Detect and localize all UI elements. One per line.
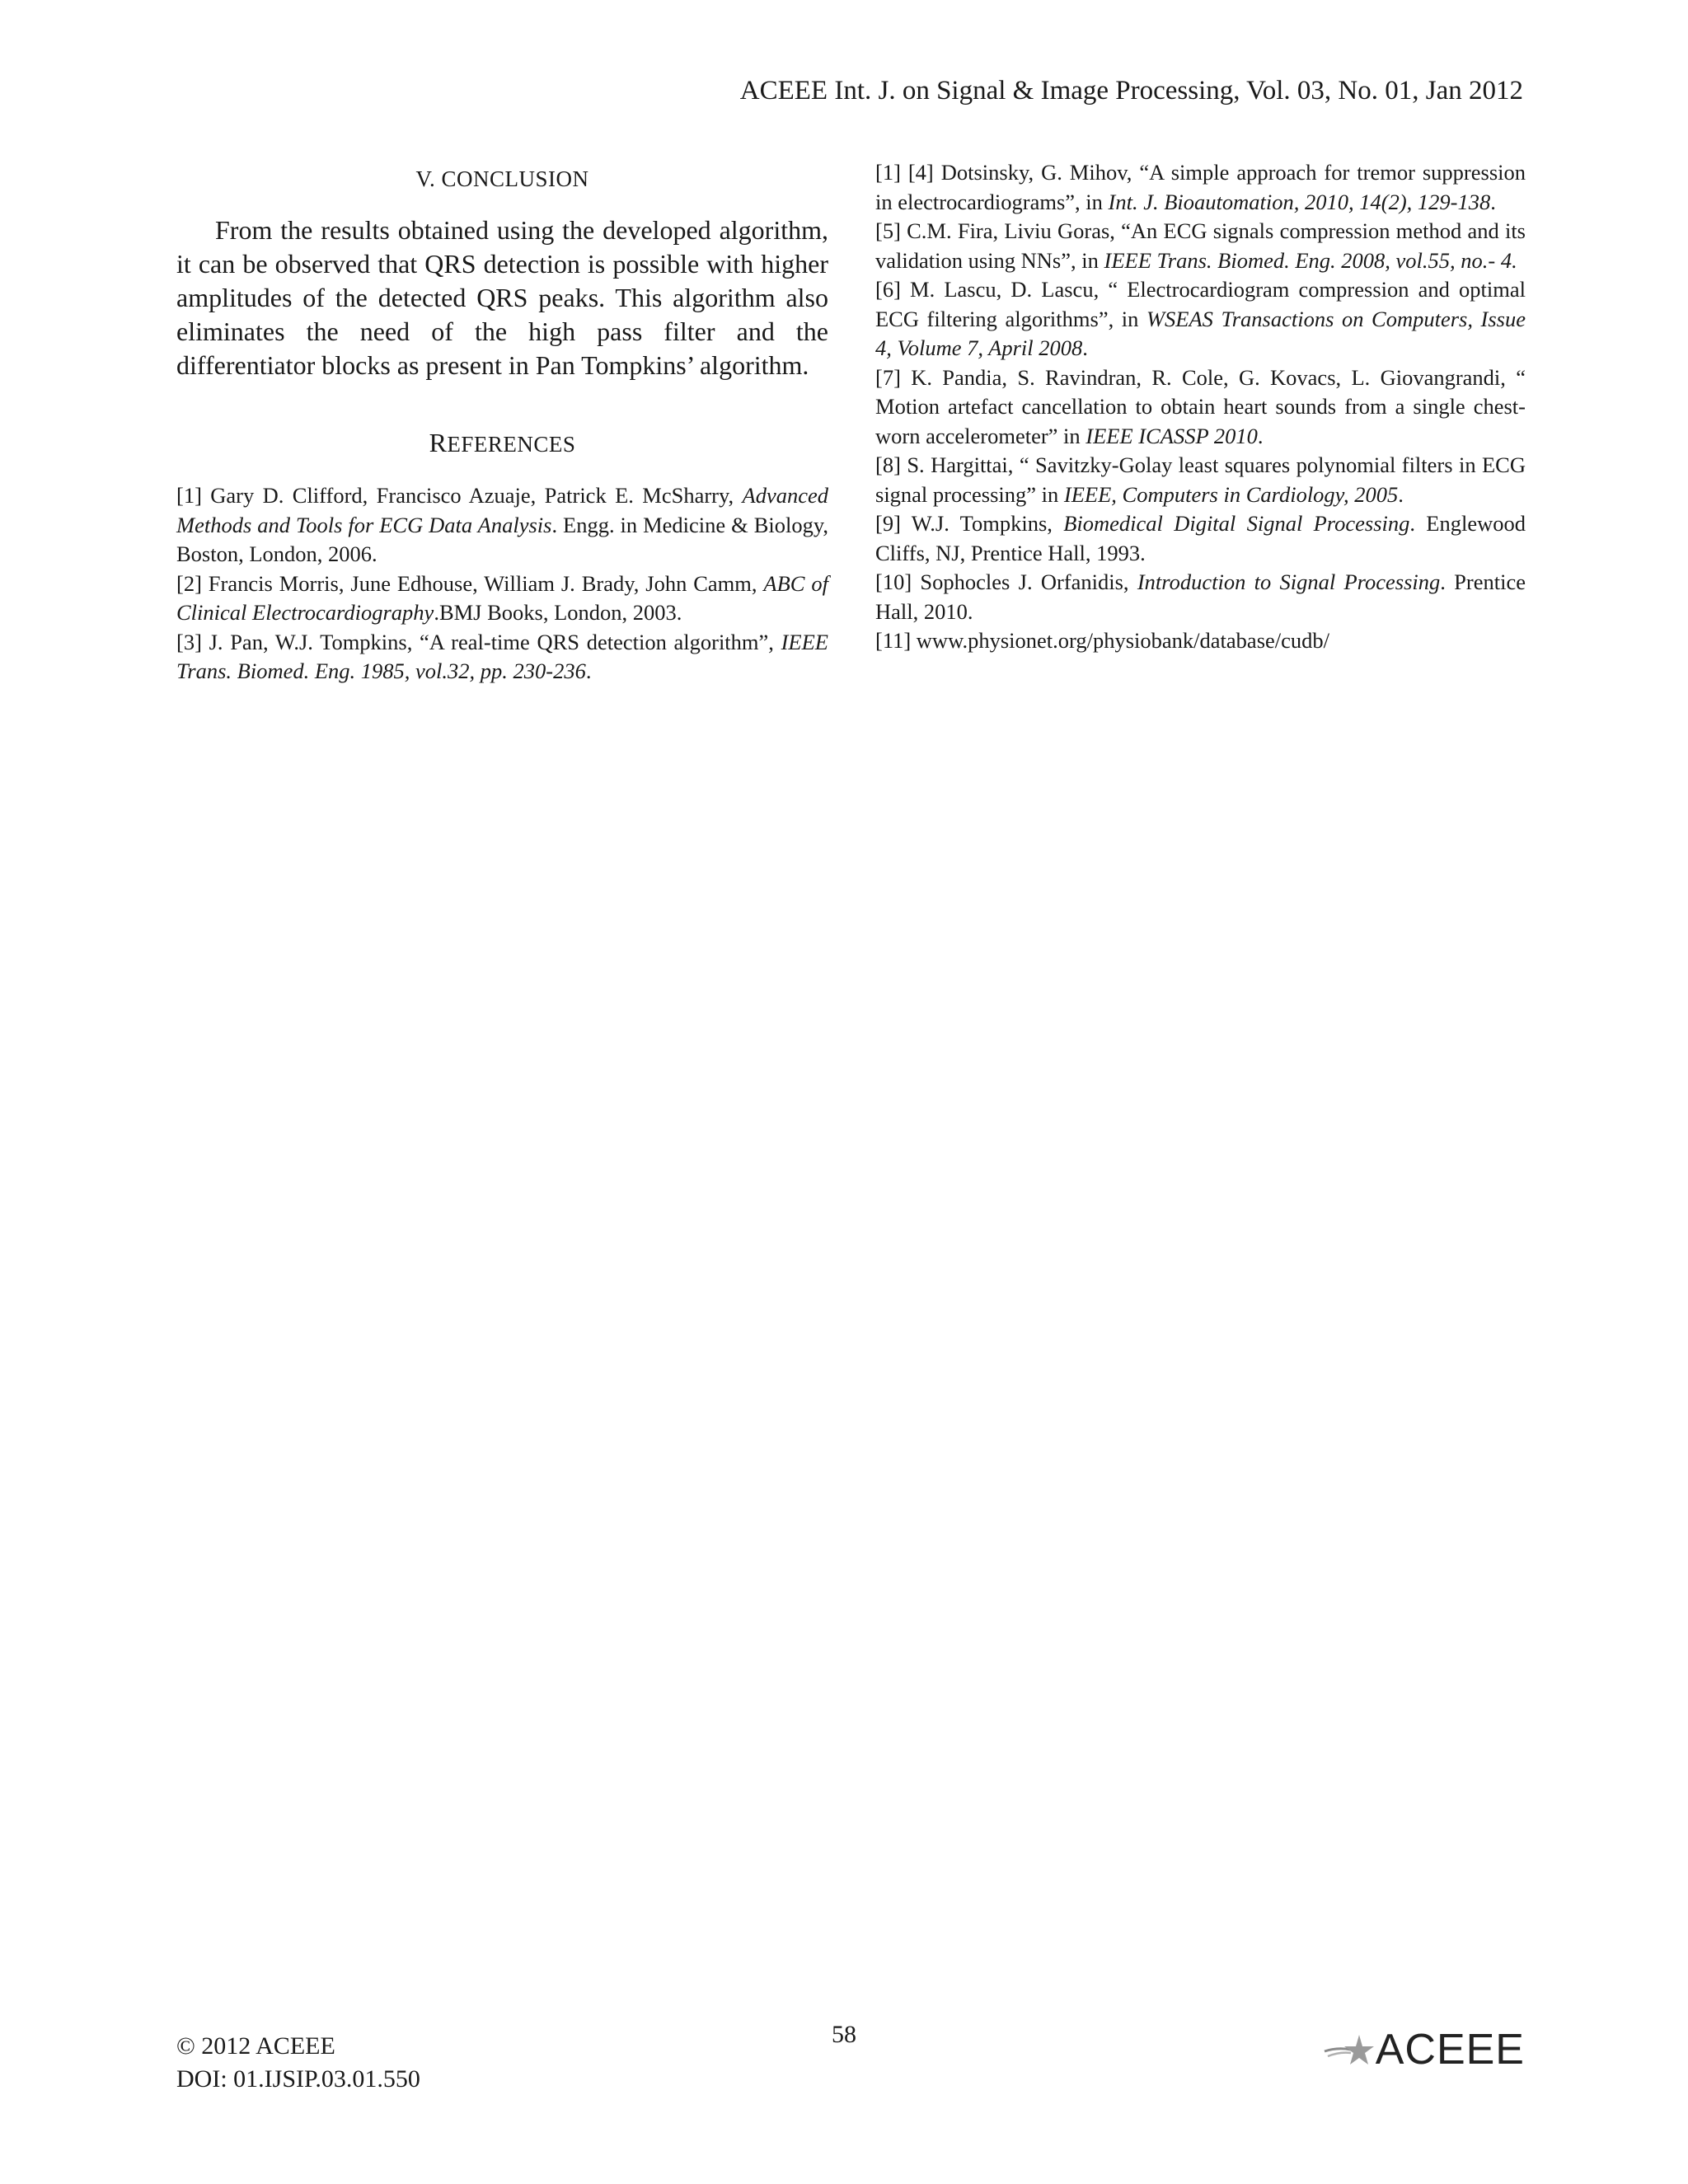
copyright: © 2012 ACEEE: [176, 2032, 335, 2060]
aceee-logo: [1323, 2027, 1525, 2072]
doi: DOI: 01.IJSIP.03.01.550: [176, 2065, 420, 2093]
reference-item: [1] Gary D. Clifford, Francisco Azuaje, Patrick E. McSharry, Advanced Methods and Tools for ECG Data Analysis. Engg. in Medicine & Biology, Boston, London, 2006.: [176, 483, 828, 566]
reference-item: [3] J. Pan, W.J. Tompkins, “A real-time QRS detection algorithm”, IEEE Trans. Biomed. Eng. 1985, vol.32, pp. 230-236.: [176, 629, 828, 683]
reference-item: [10] Sophocles J. Orfanidis, Introduction to Signal Processing. Prentice Hall, 2010.: [875, 569, 1526, 624]
reference-item: [1] [4] Dotsinsky, G. Mihov, “A simple approach for tremor suppression in electrocardiograms”, in Int. J. Bioautomation, 2010, 14(2), 129-138.: [875, 160, 1526, 214]
page-number: 58: [832, 2021, 856, 2048]
logo-text: ACEEE: [1375, 2026, 1525, 2074]
conclusion-heading: V. CONCLUSION: [415, 166, 589, 191]
reference-link[interactable]: [11] www.physionet.org/physiobank/database/cudb/: [875, 628, 1330, 653]
conclusion-paragraph: From the results obtained using the developed algorithm, it can be observed that QRS detection is possible with higher amplitudes of the detected QRS peaks. This algorithm also eliminates the need of the high pass filter and the differentiator blocks as present in Pan Tompkins’ algorithm.: [176, 215, 828, 380]
reference-item: [2] Francis Morris, June Edhouse, William J. Brady, John Camm, ABC of Clinical Electrocardiography.BMJ Books, London, 2003.: [176, 570, 828, 625]
star-swoosh-icon: [1323, 2030, 1376, 2069]
references-heading: REFERENCES: [429, 428, 576, 457]
reference-item: [9] W.J. Tompkins, Biomedical Digital Signal Processing. Englewood Cliffs, NJ, Prentice Hall, 1993.: [875, 511, 1526, 565]
right-column: [875, 158, 1526, 656]
reference-item: [5] C.M. Fira, Liviu Goras, “An ECG signals compression method and its validation using NNs”, in IEEE Trans. Biomed. Eng. 2008, vol.55, no.- 4.: [875, 218, 1526, 273]
running-header: ACEEE Int. J. on Signal & Image Processing, Vol. 03, No. 01, Jan 2012: [739, 76, 1523, 105]
reference-item: [8] S. Hargittai, “ Savitzky-Golay least squares polynomial filters in ECG signal processing” in IEEE, Computers in Cardiology, 2005.: [875, 452, 1526, 507]
reference-item: [6] M. Lascu, D. Lascu, “ Electrocardiogram compression and optimal ECG filtering algorithms”, in WSEAS Transactions on Computers, Issue 4, Volume 7, April 2008.: [875, 277, 1526, 360]
left-column: [176, 158, 828, 687]
reference-item: [7] K. Pandia, S. Ravindran, R. Cole, G. Kovacs, L. Giovangrandi, “ Motion artefact cancellation to obtain heart sounds from a single chest- worn accelerometer” in IEEE ICASSP 2010.: [875, 364, 1526, 448]
